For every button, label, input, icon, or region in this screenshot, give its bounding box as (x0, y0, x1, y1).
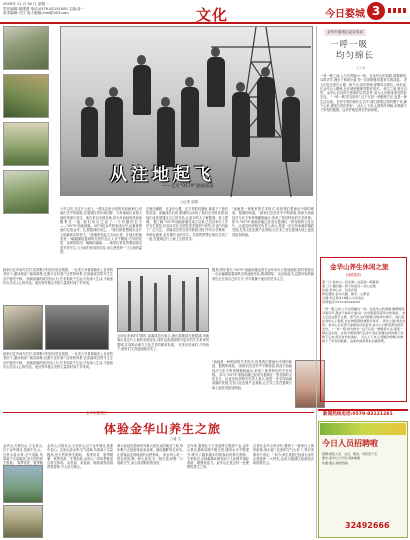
lower-kicker: 金华市婺城区 (86, 411, 107, 415)
route-text: 一呼一吸之间,人与自然融为一体。在金华山的清晨,薄雾缭绕,鸟鸣声声,漫步于林间小道,每一次呼吸都带着草木的清香。 老人们在这里打太极、练气功,动作舒缓,呼吸均匀绵长。他们说,在金华山上锻炼,比在城里锻炼效果好得多。 养生之道,贵在自然。金华山以其得天独厚的自然条件,成为人们修身养性的好去处。 "一呼一吸,均匀绵长",这不仅是一种锻炼方法,更是一种生活态度。在快节奏的现代生活中,我们需要这样的慢下来,静下心来,感受自然的美好。 从山上下来,心情格外舒畅,仿佛卸下了所有的疲惫。这或许就是养生的真谛吧。 (322, 306, 406, 344)
painting-thumbnail (3, 26, 49, 70)
person-head (211, 47, 220, 57)
right-headline (330, 40, 374, 62)
route-item: 咨询电话:0579-82230000 (322, 300, 361, 305)
ad-line: 要求:高中以上学历,身体健康 (322, 456, 360, 461)
page-header (0, 0, 410, 24)
header-meta-line2: 美术编辑:吕江 电子邮箱:jhrb@163.com (3, 11, 69, 16)
article-column: 据悉,明年春天,"0579"油画部落还将在金华举办大型油画展,届时将展出一百余幅描绘婺城风光的油画作品,敬请期待。 从洼地起飞,这群年轻的画家们正在用自己的方式,书写着属于他们的艺术人生。 (212, 268, 314, 281)
main-headline: 从注地起飞 (110, 165, 215, 185)
header-meta (3, 2, 84, 16)
article-column: 画家们在乡间写生时,常常吸引村民们驻足观看。一位老大爷看着画布上自家的老房子,激动地说:"画得真像,比照片还好看!"这样的场景,在部落成员的写生生活中屡见不鲜。 油画部落的成员们认为,艺术来源于生活,只有深入生活,才能创作出打动人心的作品。他们每年都会安排大量的时间下乡采风。 (3, 352, 113, 369)
ad-line: 待遇:面议,提供食宿 (322, 460, 348, 465)
right-headline-line2: 均匀绵长 (336, 51, 375, 61)
ad-body (322, 452, 406, 465)
page-number: 3 (367, 2, 385, 20)
article-column: "油画是一种舶来的艺术形式,但是我们要画出中国的味道、婺城的味道。"画家们在创作中不断探索,将西方油画技法与东方审美情趣相融合,形成了独具特色的艺术风格。 如今,"0579"油画部落已经成为婺城区一张亮丽的文化名片。区委宣传部相关负责人表示,将进一步支持油画部落的发展,打造文化创意产业基地,让艺术之花在婺城大地上绽放得更加绚丽。 (232, 207, 314, 237)
ad-line: 招聘:销售人员、文员、财务、司机若干名 (322, 452, 378, 456)
person-head (286, 87, 295, 97)
person-figure (207, 57, 225, 107)
person-figure (232, 92, 250, 157)
section-title: 文化 (196, 6, 229, 24)
person-figure (81, 107, 98, 157)
article-column: 当问及未来的打算时,部落成员们表示,他们将继续扎根婺城,用画笔记录这片土地的发展变化,同时也希望能吸引更多的艺术家来到婺城,共同推动地方文化艺术的繁荣发展。 在采访结束时,夕阳西下,画家们又背起画架出发了。 (117, 334, 209, 351)
main-byline: ○记者 周原 (180, 200, 199, 204)
person-head (261, 67, 270, 77)
tree-trunk (140, 276, 143, 331)
person-head (236, 82, 245, 92)
person-figure (257, 77, 275, 137)
winter-forest-painting (117, 268, 209, 332)
village-painting-photo (3, 305, 43, 350)
article-column: 记者在金华山采访时,遇到了一群来自上海的游客,他们说:"这里的空气太好了,每次来都舍不得走。" 如今,养生旅游已经成为金华山旅游的一大特色,也成为婺城区旅游经济新的增长点。 (253, 444, 314, 466)
person-head (137, 55, 146, 65)
studio-painting-photo (45, 305, 109, 350)
person-head (109, 87, 118, 97)
route-box-title: 金华山养生休闲之旅 (330, 263, 389, 271)
header-date: 2009年 11 月 30 日 星期一 (3, 2, 49, 6)
main-subheadline: ——走近"0579"油画部落 (162, 184, 214, 189)
route-item: 住宿:金华山庄、双龙宾馆 (322, 288, 358, 293)
header-stripe-decoration (388, 8, 408, 13)
person-figure (157, 107, 175, 167)
ad-color-band (320, 423, 406, 435)
person-figure (282, 97, 300, 162)
article-column: 黄大仙祖宫是海内外黄大仙信众的朝圣之地,每年吸引大批游客前来参观。鹿田湖畔的农家乐,让游客品尝到地道的山野美味。 来金华山,吃一顿农家饭,喝一杯山泉茶,走一段古道,呼吸一口清新空气,身心得到彻底的放松。 (117, 444, 183, 466)
painting-thumbnail (3, 74, 49, 118)
route-item: 交通:市区乘坐18路公交车直达 (322, 296, 365, 301)
right-kicker: 金华市婺城区委宣传部 (324, 29, 366, 36)
article-column: 金华山,古称长山,又名常山,位于金华城北,是浙中名山。这里山清水秀,空气清新,负氧离子含量极高,是天然的养生胜地。 春季赏花、夏季避 (3, 444, 43, 466)
article-column: 在鹿田湖畔、在金华山麓、在古老的村落里,都留下了他们的足迹。部落成员们说,婺城的山水给了他们无尽的灵感,而他们也希望通过自己的作品,让更多的人了解婺城、爱上婺城。 据了解,"0579"油画部落自成立以来,已先后举办了多次写生展览,作品多次在全国性美术展览中获奖,在业内引起了广泛关注。 部落成员来自美术院校,他们中有大学教师、有职业画家,也有刚毕业的学生。共同的梦想让他们走到了一起,在婺城这片土地上生根发芽。 (146, 207, 228, 242)
hotline-text: 新闻热线电话:0579-82121281 (323, 412, 393, 417)
person-figure (133, 65, 151, 115)
mountain-landscape-photo (3, 465, 43, 503)
route-item: 第二日:鹿田湖—黄大仙祖宫—北山古道 (322, 284, 376, 289)
route-list (322, 280, 406, 371)
route-item: 第一日:金华山—双龙洞—冰壶洞—朝真洞 (322, 280, 379, 284)
person-figure (181, 87, 199, 147)
article-column: 六年以后,在这片土地上,一群从这里出发的年轻画家们,用他们手中的画笔,在婺城区的乡间田野、古村落间记录着大地的美丽与变迁。他们来自全国各地,因为对油画的热爱而聚集在一起,他们给自己起了一个有趣的名字——"0579"油画部落。0579是金华的电话区号,也寓意着他们扎根金华、扎根婺城的决心。 "我们就是想画出这片土地最真实的样子。"部落的发起人告诉记者。在他们的画室里,一幅幅描绘婺城风光的作品让人目不暇接:古朴的民居、金黄的稻田、蜿蜒的溪流…… 画家们常常背着画架走进乡村写生,与当地村民同吃同住,用心感受每一寸土地的温度。 (60, 207, 142, 254)
article-column: 近年来,婺城区大力发展养生旅游产业,金华山景区基础设施不断完善,服务水平不断提升,吸引了越来越多的游客前来养生度假。 专家指出,山地森林环境有助于人体调节神经系统、增强免疫力。金华山正是这样一处理想的养生之所。 (187, 444, 249, 470)
route-box-subtitle: (线路推荐) (346, 273, 362, 277)
paper-name: 今日婺城 (325, 9, 365, 20)
section-divider (3, 412, 314, 413)
painting-strip (3, 26, 49, 214)
painting-thumbnail (3, 170, 49, 214)
tree-trunk (168, 275, 171, 331)
tree-trunk (154, 283, 157, 331)
person-head (161, 97, 170, 107)
tree-trunk (182, 281, 185, 331)
right-article-text: 一呼一吸之间,人与自然融为一体。在金华山的清晨,薄雾缭绕,鸟鸣声声,漫步于林间小道,每一次呼吸都带着草木的清香。 老人们在这里打太极、练气功,动作舒缓,呼吸均匀绵长。他们说,在金华山上锻炼,比在城里锻炼效果好得多。 养生之道,贵在自然。金华山以其得天独厚的自然条件,成为人们修身养性的好去处。 "一呼一吸,均匀绵长",这不仅是一种锻炼方法,更是一种生活态度。在快节奏的现代生活中,我们需要这样的慢下来,静下心来,感受自然的美好。 从山上下来,心情格外舒畅,仿佛卸下了所有的疲惫。这或许就是养生的真谛吧。 (320, 74, 407, 113)
ad-headline: 今日人员招聘啦 (322, 439, 378, 448)
lower-headline: 体验金华山养生之旅 (104, 422, 222, 436)
person-figure (105, 97, 123, 157)
right-headline-line1: 一呼一吸 (330, 40, 369, 50)
person-head (85, 97, 94, 107)
article-column: 画家们在乡间写生时,常常吸引村民们驻足观看。一位老大爷看着画布上自家的老房子,激动地说:"画得真像,比照片还好看!"这样的场景,在部落成员的写生生活中屡见不鲜。 油画部落的成员们认为,艺术来源于生活,只有深入生活,才能创作出打动人心的作品。他们每年都会安排大量的时间下乡采风。 (3, 268, 113, 285)
ad-phone-number: 32492666 (345, 521, 390, 530)
right-byline: ○丁 叶 (356, 66, 366, 70)
person-head (185, 77, 194, 87)
lower-byline: ○周 文 (170, 437, 182, 441)
header-meta-line1: 责任编辑:胡建国 电话:0579-82151000 主编:詹一 (3, 6, 85, 11)
route-item: 特色餐饮:金华火腿、佛手、山野菜 (322, 292, 370, 297)
article-column: 金华山,古称长山,又名常山,位于金华城北,是浙中名山。这里山清水秀,空气清新,负氧离子含量极高,是天然的养生胜地。 春季赏花、夏季避暑、秋季登高、冬季泡泉,金华山一年四季都适合养生休闲。双龙洞、冰壶洞、朝真洞等溶洞景观奇特,令人叹为观止。 (47, 444, 113, 470)
tree-trunk (128, 281, 131, 331)
tree-trunk (196, 277, 199, 331)
article-column: "油画是一种舶来的艺术形式,但是我们要画出中国的味道、婺城的味道。"画家们在创作中不断探索,将西方油画技法与东方审美情趣相融合,形成了独具特色的艺术风格。 如今,"0579"油画部落已经成为婺城区一张亮丽的文化名片。区委宣传部相关负责人表示,将进一步支持油画部落的发展,打造文化创意产业基地,让艺术之花在婺城大地上绽放得更加绚丽。 (212, 360, 293, 390)
painting-thumbnail (3, 122, 49, 166)
village-landscape-photo (3, 505, 43, 538)
